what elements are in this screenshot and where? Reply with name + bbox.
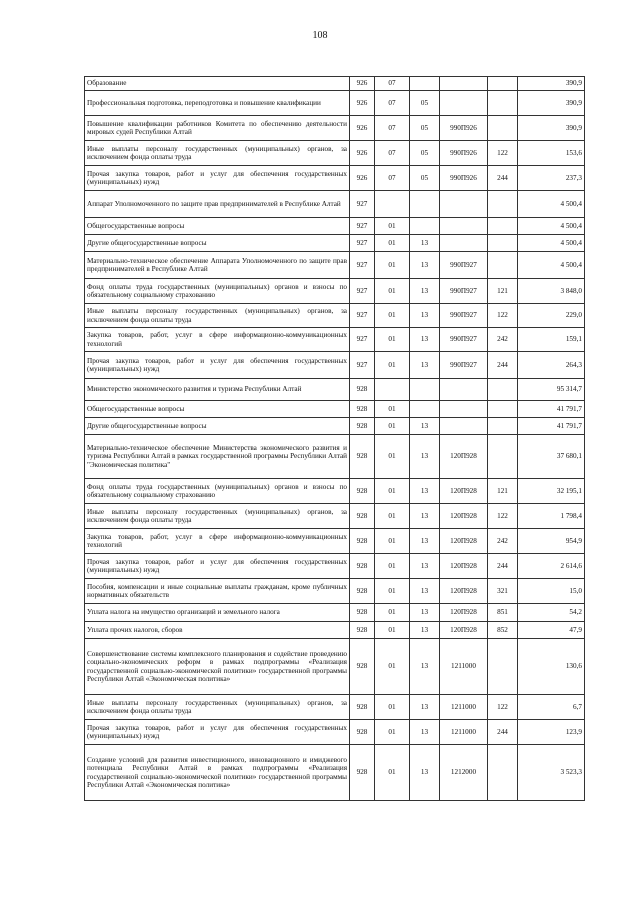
row-name-cell: Закупка товаров, работ, услуг в сфере информационно-коммуникационных технологий <box>85 328 350 352</box>
section-code-cell: 01 <box>375 252 410 279</box>
grbs-code-cell: 928 <box>350 579 375 604</box>
expense-type-cell: 244 <box>488 554 518 579</box>
row-name-cell: Другие общегосударственные вопросы <box>85 235 350 252</box>
target-article-cell: 1211000 <box>440 639 488 695</box>
section-code-cell: 01 <box>375 235 410 252</box>
grbs-code-cell: 926 <box>350 166 375 191</box>
amount-cell: 264,3 <box>518 352 585 379</box>
table-row <box>85 418 585 435</box>
table-row <box>85 252 585 279</box>
grbs-code-cell: 928 <box>350 604 375 622</box>
row-name-cell: Фонд оплаты труда государственных (муниципальных) органов и взносы по обязательному социальному страхованию <box>85 279 350 304</box>
subsection-code-cell: 13 <box>410 252 440 279</box>
expense-type-cell: 244 <box>488 720 518 745</box>
table-row <box>85 116 585 141</box>
grbs-code-cell: 927 <box>350 304 375 328</box>
expense-type-cell <box>488 401 518 418</box>
subsection-code-cell: 05 <box>410 91 440 116</box>
row-name-cell: Иные выплаты персоналу государственных (муниципальных) органов, за исключением фонда оплаты труда <box>85 141 350 166</box>
row-name-cell: Закупка товаров, работ, услуг в сфере информационно-коммуникационных технологий <box>85 529 350 554</box>
row-name-cell: Общегосударственные вопросы <box>85 218 350 235</box>
expense-type-cell <box>488 116 518 141</box>
amount-cell: 159,1 <box>518 328 585 352</box>
amount-cell: 37 680,1 <box>518 435 585 479</box>
section-code-cell: 01 <box>375 401 410 418</box>
grbs-code-cell: 927 <box>350 279 375 304</box>
table-row <box>85 720 585 745</box>
table-row <box>85 279 585 304</box>
amount-cell: 4 500,4 <box>518 252 585 279</box>
table-row <box>85 639 585 695</box>
subsection-code-cell: 13 <box>410 745 440 801</box>
expense-type-cell: 321 <box>488 579 518 604</box>
expense-type-cell <box>488 418 518 435</box>
section-code-cell: 01 <box>375 218 410 235</box>
grbs-code-cell: 926 <box>350 77 375 91</box>
target-article-cell: 120П928 <box>440 529 488 554</box>
row-name-cell: Совершенствование системы комплексного планирования и содействие проведению социально-экономических реформ в рамках подпрограммы «Реализация государственной социально-экономической политики» государственной программы Республики Алтай «Экономическая политика» <box>85 639 350 695</box>
table-row <box>85 435 585 479</box>
expense-type-cell <box>488 77 518 91</box>
target-article-cell: 990П927 <box>440 279 488 304</box>
row-name-cell: Уплата прочих налогов, сборов <box>85 622 350 639</box>
subsection-code-cell: 13 <box>410 695 440 720</box>
expense-type-cell: 121 <box>488 279 518 304</box>
amount-cell: 229,0 <box>518 304 585 328</box>
amount-cell: 123,9 <box>518 720 585 745</box>
amount-cell: 4 500,4 <box>518 218 585 235</box>
subsection-code-cell <box>410 77 440 91</box>
amount-cell: 47,9 <box>518 622 585 639</box>
row-name-cell: Общегосударственные вопросы <box>85 401 350 418</box>
section-code-cell: 01 <box>375 352 410 379</box>
row-name-cell: Материально-техническое обеспечение Министерства экономического развития и туризма Республики Алтай в рамках государственной программы Республики Алтай "Экономическая политика" <box>85 435 350 479</box>
table-row <box>85 604 585 622</box>
subsection-code-cell: 13 <box>410 235 440 252</box>
grbs-code-cell: 927 <box>350 191 375 218</box>
target-article-cell: 990П927 <box>440 252 488 279</box>
subsection-code-cell: 05 <box>410 116 440 141</box>
amount-cell: 32 195,1 <box>518 479 585 504</box>
grbs-code-cell: 928 <box>350 504 375 529</box>
expense-type-cell <box>488 745 518 801</box>
amount-cell: 2 614,6 <box>518 554 585 579</box>
expense-type-cell: 122 <box>488 141 518 166</box>
table-row <box>85 328 585 352</box>
grbs-code-cell: 928 <box>350 720 375 745</box>
target-article-cell <box>440 401 488 418</box>
table-row <box>85 235 585 252</box>
target-article-cell: 120П928 <box>440 622 488 639</box>
grbs-code-cell: 928 <box>350 622 375 639</box>
section-code-cell: 07 <box>375 91 410 116</box>
subsection-code-cell: 13 <box>410 479 440 504</box>
row-name-cell: Иные выплаты персоналу государственных (муниципальных) органов, за исключением фонда оплаты труда <box>85 304 350 328</box>
grbs-code-cell: 928 <box>350 435 375 479</box>
row-name-cell: Прочая закупка товаров, работ и услуг для обеспечения государственных (муниципальных) нужд <box>85 352 350 379</box>
expense-type-cell <box>488 252 518 279</box>
target-article-cell <box>440 379 488 401</box>
target-article-cell: 120П928 <box>440 604 488 622</box>
row-name-cell: Материально-техническое обеспечение Аппарата Уполномоченного по защите прав предпринимателей в Республике Алтай <box>85 252 350 279</box>
grbs-code-cell: 928 <box>350 401 375 418</box>
amount-cell: 390,9 <box>518 91 585 116</box>
section-code-cell: 01 <box>375 604 410 622</box>
expense-type-cell <box>488 435 518 479</box>
target-article-cell: 120П928 <box>440 554 488 579</box>
target-article-cell: 1211000 <box>440 720 488 745</box>
subsection-code-cell <box>410 218 440 235</box>
target-article-cell: 990П927 <box>440 304 488 328</box>
target-article-cell: 990П926 <box>440 116 488 141</box>
subsection-code-cell: 13 <box>410 622 440 639</box>
grbs-code-cell: 927 <box>350 352 375 379</box>
section-code-cell: 07 <box>375 77 410 91</box>
row-name-cell: Профессиональная подготовка, переподготовка и повышение квалификации <box>85 91 350 116</box>
page-number: 108 <box>312 30 328 41</box>
expense-type-cell: 122 <box>488 695 518 720</box>
amount-cell: 237,3 <box>518 166 585 191</box>
section-code-cell: 01 <box>375 554 410 579</box>
target-article-cell <box>440 418 488 435</box>
row-name-cell: Прочая закупка товаров, работ и услуг для обеспечения государственных (муниципальных) нужд <box>85 554 350 579</box>
target-article-cell <box>440 191 488 218</box>
row-name-cell: Прочая закупка товаров, работ и услуг для обеспечения государственных (муниципальных) нужд <box>85 166 350 191</box>
section-code-cell: 01 <box>375 328 410 352</box>
grbs-code-cell: 928 <box>350 479 375 504</box>
expense-type-cell <box>488 218 518 235</box>
target-article-cell: 120П928 <box>440 479 488 504</box>
grbs-code-cell: 926 <box>350 116 375 141</box>
expense-type-cell <box>488 191 518 218</box>
subsection-code-cell: 13 <box>410 504 440 529</box>
grbs-code-cell: 927 <box>350 235 375 252</box>
expense-type-cell: 244 <box>488 166 518 191</box>
row-name-cell: Прочая закупка товаров, работ и услуг для обеспечения государственных (муниципальных) нужд <box>85 720 350 745</box>
amount-cell: 954,9 <box>518 529 585 554</box>
subsection-code-cell: 13 <box>410 304 440 328</box>
section-code-cell: 07 <box>375 166 410 191</box>
subsection-code-cell: 13 <box>410 418 440 435</box>
expense-type-cell: 244 <box>488 352 518 379</box>
subsection-code-cell <box>410 191 440 218</box>
table-row <box>85 579 585 604</box>
target-article-cell: 120П928 <box>440 504 488 529</box>
amount-cell: 3 848,0 <box>518 279 585 304</box>
section-code-cell: 01 <box>375 695 410 720</box>
grbs-code-cell: 927 <box>350 218 375 235</box>
subsection-code-cell: 13 <box>410 720 440 745</box>
amount-cell: 4 500,4 <box>518 191 585 218</box>
grbs-code-cell: 928 <box>350 695 375 720</box>
section-code-cell: 01 <box>375 622 410 639</box>
amount-cell: 3 523,3 <box>518 745 585 801</box>
target-article-cell: 990П926 <box>440 166 488 191</box>
subsection-code-cell: 13 <box>410 639 440 695</box>
subsection-code-cell: 13 <box>410 604 440 622</box>
expense-type-cell: 852 <box>488 622 518 639</box>
section-code-cell <box>375 191 410 218</box>
expense-type-cell <box>488 379 518 401</box>
section-code-cell: 01 <box>375 579 410 604</box>
row-name-cell: Другие общегосударственные вопросы <box>85 418 350 435</box>
section-code-cell: 01 <box>375 529 410 554</box>
amount-cell: 54,2 <box>518 604 585 622</box>
budget-table <box>84 76 585 801</box>
expense-type-cell <box>488 91 518 116</box>
amount-cell: 41 791,7 <box>518 401 585 418</box>
row-name-cell: Иные выплаты персоналу государственных (муниципальных) органов, за исключением фонда оплаты труда <box>85 695 350 720</box>
section-code-cell: 01 <box>375 504 410 529</box>
target-article-cell <box>440 218 488 235</box>
target-article-cell <box>440 77 488 91</box>
grbs-code-cell: 926 <box>350 91 375 116</box>
amount-cell: 41 791,7 <box>518 418 585 435</box>
grbs-code-cell: 928 <box>350 745 375 801</box>
section-code-cell: 01 <box>375 745 410 801</box>
section-code-cell: 01 <box>375 279 410 304</box>
amount-cell: 15,0 <box>518 579 585 604</box>
section-code-cell: 01 <box>375 418 410 435</box>
grbs-code-cell: 928 <box>350 529 375 554</box>
table-row <box>85 77 585 91</box>
amount-cell: 390,9 <box>518 116 585 141</box>
table-row <box>85 529 585 554</box>
subsection-code-cell: 05 <box>410 141 440 166</box>
amount-cell: 130,6 <box>518 639 585 695</box>
expense-type-cell: 122 <box>488 304 518 328</box>
target-article-cell: 1212000 <box>440 745 488 801</box>
target-article-cell: 990П927 <box>440 352 488 379</box>
table-row <box>85 91 585 116</box>
table-row <box>85 191 585 218</box>
row-name-cell: Повышение квалификации работников Комитета по обеспечению деятельности мировых судей Республики Алтай <box>85 116 350 141</box>
table-row <box>85 695 585 720</box>
target-article-cell: 120П928 <box>440 579 488 604</box>
section-code-cell: 07 <box>375 116 410 141</box>
row-name-cell: Иные выплаты персоналу государственных (муниципальных) органов, за исключением фонда оплаты труда <box>85 504 350 529</box>
grbs-code-cell: 927 <box>350 252 375 279</box>
expense-type-cell <box>488 639 518 695</box>
row-name-cell: Уплата налога на имущество организаций и земельного налога <box>85 604 350 622</box>
amount-cell: 153,6 <box>518 141 585 166</box>
table-row <box>85 745 585 801</box>
table-row <box>85 218 585 235</box>
section-code-cell: 01 <box>375 720 410 745</box>
table-row <box>85 479 585 504</box>
table-row <box>85 554 585 579</box>
table-row <box>85 379 585 401</box>
section-code-cell: 01 <box>375 435 410 479</box>
row-name-cell: Министерство экономического развития и туризма Республики Алтай <box>85 379 350 401</box>
target-article-cell: 990П926 <box>440 141 488 166</box>
grbs-code-cell: 928 <box>350 418 375 435</box>
subsection-code-cell <box>410 379 440 401</box>
expense-type-cell <box>488 235 518 252</box>
subsection-code-cell: 13 <box>410 328 440 352</box>
amount-cell: 1 798,4 <box>518 504 585 529</box>
amount-cell: 6,7 <box>518 695 585 720</box>
grbs-code-cell: 928 <box>350 554 375 579</box>
grbs-code-cell: 927 <box>350 328 375 352</box>
table-row <box>85 141 585 166</box>
table-row <box>85 352 585 379</box>
expense-type-cell: 121 <box>488 479 518 504</box>
subsection-code-cell: 13 <box>410 579 440 604</box>
grbs-code-cell: 928 <box>350 639 375 695</box>
row-name-cell: Пособия, компенсации и иные социальные выплаты гражданам, кроме публичных нормативных обязательств <box>85 579 350 604</box>
section-code-cell: 01 <box>375 479 410 504</box>
grbs-code-cell: 926 <box>350 141 375 166</box>
expense-type-cell: 122 <box>488 504 518 529</box>
subsection-code-cell: 13 <box>410 352 440 379</box>
subsection-code-cell: 13 <box>410 435 440 479</box>
table-row <box>85 401 585 418</box>
expense-type-cell: 242 <box>488 529 518 554</box>
budget-table-body <box>85 77 585 801</box>
table-row <box>85 304 585 328</box>
section-code-cell: 01 <box>375 639 410 695</box>
table-row <box>85 504 585 529</box>
section-code-cell: 07 <box>375 141 410 166</box>
amount-cell: 390,9 <box>518 77 585 91</box>
section-code-cell: 01 <box>375 304 410 328</box>
table-row <box>85 622 585 639</box>
target-article-cell: 1211000 <box>440 695 488 720</box>
amount-cell: 4 500,4 <box>518 235 585 252</box>
row-name-cell: Аппарат Уполномоченного по защите прав предпринимателей в Республике Алтай <box>85 191 350 218</box>
amount-cell: 95 314,7 <box>518 379 585 401</box>
expense-type-cell: 242 <box>488 328 518 352</box>
target-article-cell: 120П928 <box>440 435 488 479</box>
expense-type-cell: 851 <box>488 604 518 622</box>
row-name-cell: Фонд оплаты труда государственных (муниципальных) органов и взносы по обязательному социальному страхованию <box>85 479 350 504</box>
subsection-code-cell: 13 <box>410 554 440 579</box>
row-name-cell: Образование <box>85 77 350 91</box>
table-row <box>85 166 585 191</box>
row-name-cell: Создание условий для развития инвестиционного, инновационного и имиджевого потенциала Республики Алтай в рамках подпрограммы «Реализация государственной социально-экономической политики» государственной программы Республики Алтай «Экономическая политика» <box>85 745 350 801</box>
section-code-cell <box>375 379 410 401</box>
target-article-cell <box>440 235 488 252</box>
subsection-code-cell: 13 <box>410 279 440 304</box>
subsection-code-cell <box>410 401 440 418</box>
target-article-cell <box>440 91 488 116</box>
grbs-code-cell: 928 <box>350 379 375 401</box>
subsection-code-cell: 13 <box>410 529 440 554</box>
subsection-code-cell: 05 <box>410 166 440 191</box>
target-article-cell: 990П927 <box>440 328 488 352</box>
